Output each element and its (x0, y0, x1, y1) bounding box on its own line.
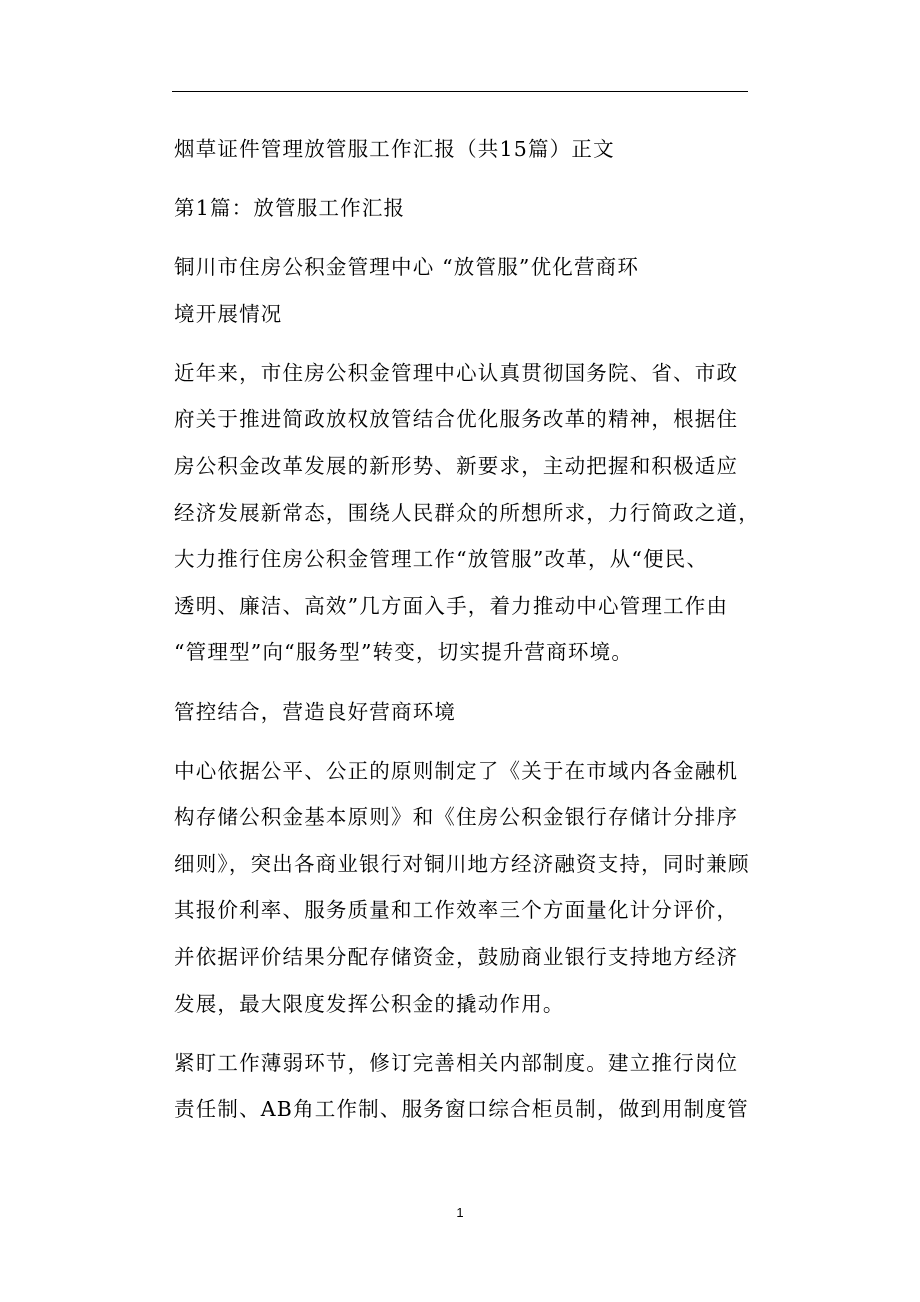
article-title (174, 244, 750, 337)
paragraph-line: 近年来，市住房公积金管理中心认真贯彻国务院、省、市政 (174, 360, 739, 385)
paragraph-line: 紧盯工作薄弱环节，修订完善相关内部制度。建立推行岗位 (174, 1050, 739, 1075)
paragraph-line: 并依据评价结果分配存储资金，鼓励商业银行支持地方经济 (174, 945, 739, 969)
section-heading: 管控结合，营造良好营商环境 (174, 699, 457, 724)
chapter-heading: 第1篇：放管服工作汇报 (174, 196, 406, 221)
paragraph-deposit-rules (174, 748, 750, 1028)
paragraph-internal-rules (174, 1040, 750, 1133)
header-rule (172, 91, 748, 92)
paragraph-line: 中心依据公平、公正的原则制定了《关于在市域内各金融机 (174, 758, 739, 783)
paragraph-line: 其报价利率、服务质量和工作效率三个方面量化计分评价， (174, 898, 739, 923)
page-number: 1 (456, 1205, 464, 1220)
paragraph-line: 构存储公积金基本原则》和《住房公积金银行存储计分排序 (174, 805, 739, 830)
paragraph-line: 透明、廉洁、高效”几方面入手，着力推动中心管理工作由 (174, 593, 729, 618)
article-title-line: 境开展情况 (174, 301, 283, 326)
paragraph-line: 房公积金改革发展的新形势、新要求，主动把握和积极适应 (174, 454, 739, 479)
paragraph-line: 发展，最大限度发挥公积金的撬动作用。 (174, 991, 565, 1016)
document-title: 烟草证件管理放管服工作汇报（共15篇）正文 (174, 137, 615, 161)
paragraph-line: 府关于推进简政放权放管结合优化服务改革的精神，根据住 (174, 407, 739, 432)
paragraph-line: 大力推行住房公积金管理工作“放管服”改革，从“便民、 (174, 547, 709, 572)
article-title-line: 铜川市住房公积金管理中心 “放管服”优化营商环 (174, 255, 640, 280)
paragraph-intro (174, 350, 760, 676)
paragraph-line: “管理型”向“服务型”转变，切实提升营商环境。 (174, 640, 634, 665)
document-body (174, 126, 760, 1145)
paragraph-line: 经济发展新常态，围绕人民群众的所想所求，力行简政之道， (174, 500, 760, 525)
paragraph-line: 责任制、AB角工作制、服务窗口综合柜员制，做到用制度管 (174, 1097, 749, 1122)
paragraph-line: 细则》，突出各商业银行对铜川地方经济融资支持，同时兼顾 (174, 851, 750, 876)
